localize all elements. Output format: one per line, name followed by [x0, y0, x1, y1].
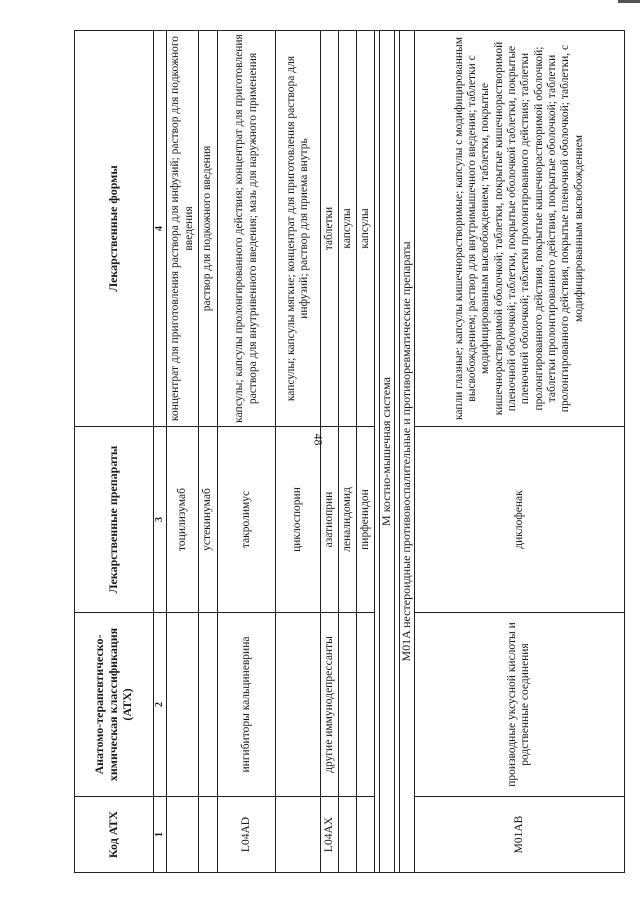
drug-cell: пирфенидон — [357, 427, 375, 613]
atc-class-cell — [339, 613, 357, 797]
forms-cell: капсулы; капсулы пролонгированного действия; концентрат для приготовления раствора для внутривенного введения; мазь для наружного применения — [218, 31, 276, 427]
forms-cell: капсулы — [339, 31, 357, 427]
drug-cell: устекинумаб — [199, 427, 218, 613]
table-row — [339, 31, 357, 873]
forms-cell: капли глазные; капсулы кишечнорастворимые; капсулы с модифицированным высвобождением; раствор для внутримышечного введения; таблетки с модифицированным высвобождением; таблетки, покрытые кишечнорастворимой оболочкой; таблетки, покрытые кишечнорастворимой пленочной оболочкой; таблетки, покрытые оболочкой таблетки, покрытые пленочной оболочкой; таблетки пролонгированного действия; таблетки пролонгированного действия, покрытые кишечнорастворимой оболочкой; таблетки пролонгированного действия, покрытые оболочкой; таблетки пролонгированного действия, покрытые пленочной оболочкой; таблетки, с модифицированным высвобождением — [414, 31, 624, 427]
atc-code-cell — [357, 797, 375, 873]
drug-table — [74, 30, 625, 873]
section-row — [380, 31, 395, 873]
column-number: 2 — [154, 613, 167, 797]
table-header-row — [75, 31, 154, 873]
header-dosage-forms: Лекарственные формы — [75, 31, 154, 427]
forms-cell: капсулы; капсулы мягкие; концентрат для приготовления раствора для инфузий; раствор для приема внутрь — [276, 31, 321, 427]
forms-cell: капсулы — [357, 31, 375, 427]
header-drugs: Лекарственные препараты — [75, 427, 154, 613]
table-row — [357, 31, 375, 873]
page-number: 48 — [311, 433, 326, 446]
scan-artifact — [618, 0, 640, 3]
atc-class-cell — [357, 613, 375, 797]
atc-class-cell — [199, 613, 218, 797]
forms-cell: таблетки — [321, 31, 339, 427]
atc-code-cell: L04AX — [321, 797, 339, 873]
atc-code-cell: L04AD — [218, 797, 276, 873]
atc-code-cell — [199, 797, 218, 873]
forms-cell: концентрат для приготовления раствора для инфузий; раствор для подкожного введения — [167, 31, 199, 427]
drug-cell: диклофенак — [414, 427, 624, 613]
atc-class-cell — [276, 613, 321, 797]
drug-cell: азатиоприн — [321, 427, 339, 613]
drug-cell: такролимус — [218, 427, 276, 613]
header-atc-classification: Анатомо-терапевтическо-химическая классификация (АТХ) — [75, 613, 154, 797]
atc-class-cell — [167, 613, 199, 797]
table-row — [321, 31, 339, 873]
drug-cell: тоцилизумаб — [167, 427, 199, 613]
column-number: 4 — [154, 31, 167, 427]
section-m-title: M костно-мышечная система — [380, 31, 395, 873]
subsection-row — [399, 31, 414, 873]
column-number-row — [154, 31, 167, 873]
column-number: 3 — [154, 427, 167, 613]
section-m01a-title: M01A нестероидные противовоспалительные и противоревматические препараты — [399, 31, 414, 873]
table-row — [218, 31, 276, 873]
atc-code-cell: M01AB — [414, 797, 624, 873]
header-atc-code: Код АТХ — [75, 797, 154, 873]
atc-code-cell — [276, 797, 321, 873]
atc-code-cell — [167, 797, 199, 873]
column-number: 1 — [154, 797, 167, 873]
drug-cell: циклоспорин — [276, 427, 321, 613]
table-row — [276, 31, 321, 873]
drug-cell: леналидомид — [339, 427, 357, 613]
atc-class-cell: производные уксусной кислоты и родственные соединения — [414, 613, 624, 797]
table-row — [167, 31, 199, 873]
atc-class-cell: ингибиторы кальциневрина — [218, 613, 276, 797]
atc-class-cell: другие иммунодепрессанты — [321, 613, 339, 797]
rotated-page — [74, 31, 634, 873]
forms-cell: раствор для подкожного введения — [199, 31, 218, 427]
table-row — [199, 31, 218, 873]
table-row — [414, 31, 624, 873]
atc-code-cell — [339, 797, 357, 873]
